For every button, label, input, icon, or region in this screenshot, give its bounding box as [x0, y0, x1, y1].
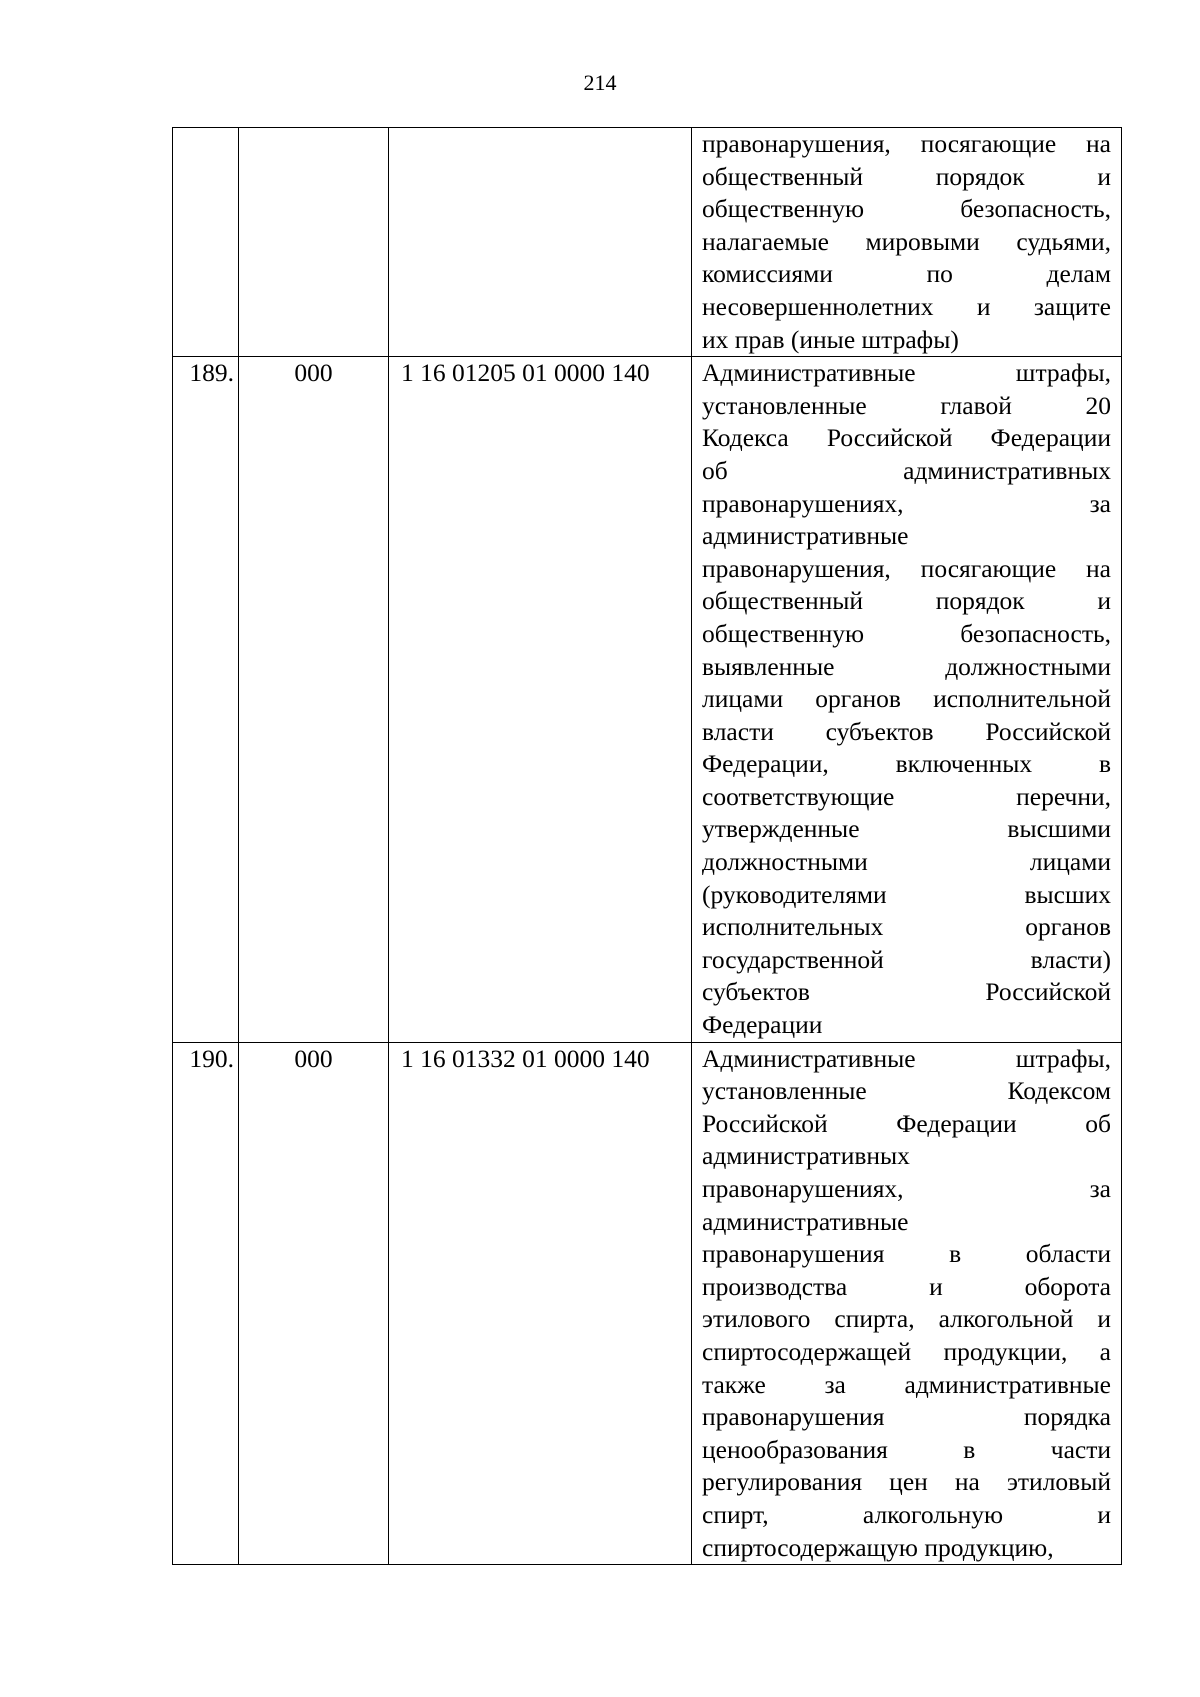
description-line: спиртосодержащей продукции, а — [702, 1336, 1111, 1366]
description-line: ценообразования в части — [702, 1434, 1111, 1464]
description-line: общественную безопасность, — [702, 194, 1111, 224]
description-line: общественную безопасность, — [702, 618, 1111, 648]
row-number-cell — [173, 128, 239, 357]
description-line: власти субъектов Российской — [702, 716, 1111, 746]
description-line: этилового спирта, алкогольной и — [702, 1304, 1111, 1334]
description-line: (руководителями высших — [702, 879, 1111, 909]
description-line: государственной власти) — [702, 944, 1111, 974]
description-line: налагаемые мировыми судьями, — [702, 226, 1111, 256]
description-line: несовершеннолетних и защите — [702, 291, 1111, 321]
description-line: общественный порядок и — [702, 161, 1111, 191]
budget-code-cell — [389, 128, 692, 357]
description-line: правонарушениях, за — [702, 1174, 1111, 1203]
document-table-container — [172, 127, 1121, 1565]
description-line: Федерации — [702, 1010, 823, 1040]
description-line: также за административные — [702, 1369, 1111, 1399]
description-cell — [692, 128, 1122, 357]
description-line: правонарушения, посягающие на — [702, 129, 1111, 158]
description-line: правонарушения порядка — [702, 1402, 1111, 1432]
description-line: Административные штрафы, — [702, 358, 1111, 388]
description-line: установленные главой 20 — [702, 390, 1111, 420]
description-line: производства и оборота — [702, 1271, 1111, 1301]
description-line: лицами органов исполнительной — [702, 684, 1111, 714]
description-line: административные — [702, 521, 909, 551]
description-line: Кодекса Российской Федерации — [702, 423, 1111, 453]
table-row — [173, 357, 1122, 1042]
description-line: субъектов Российской — [702, 977, 1111, 1007]
table-row — [173, 1042, 1122, 1565]
table-row — [173, 128, 1122, 357]
admin-code-cell: 000 — [239, 1042, 389, 1565]
description-line: соответствующие перечни, — [702, 781, 1111, 811]
description-line: комиссиями по делам — [702, 259, 1111, 289]
description-line: правонарушениях, за — [702, 488, 1111, 518]
description-line: исполнительных органов — [702, 912, 1111, 942]
description-line: спиртосодержащую продукцию, — [702, 1532, 1054, 1562]
description-line: Административные штрафы, — [702, 1043, 1111, 1073]
table-body — [173, 128, 1122, 1565]
description-line: административные — [702, 1206, 909, 1236]
row-number-cell: 190. — [173, 1042, 239, 1565]
description-cell — [692, 357, 1122, 1042]
description-cell — [692, 1042, 1122, 1565]
description-line: регулирования цен на этиловый — [702, 1467, 1111, 1497]
description-line: правонарушения, посягающие на — [702, 553, 1111, 583]
budget-code-cell: 1 16 01205 01 0000 140 — [389, 357, 692, 1042]
page-number: 214 — [583, 70, 617, 95]
admin-code-cell — [239, 128, 389, 357]
description-line: выявленные должностными — [702, 651, 1111, 681]
budget-code-cell: 1 16 01332 01 0000 140 — [389, 1042, 692, 1565]
admin-code-cell: 000 — [239, 357, 389, 1042]
description-line: общественный порядок и — [702, 586, 1111, 616]
description-line: утвержденные высшими — [702, 814, 1111, 844]
description-line: об административных — [702, 455, 1111, 485]
document-table — [172, 127, 1122, 1565]
description-line: правонарушения в области — [702, 1239, 1111, 1269]
description-line: их прав (иные штрафы) — [702, 324, 959, 354]
description-line: спирт, алкогольную и — [702, 1499, 1111, 1529]
description-line: должностными лицами — [702, 847, 1111, 877]
description-line: Российской Федерации об — [702, 1108, 1111, 1138]
row-number-cell: 189. — [173, 357, 239, 1042]
description-line: административных — [702, 1141, 910, 1171]
description-line: Федерации, включенных в — [702, 749, 1111, 779]
description-line: установленные Кодексом — [702, 1076, 1111, 1106]
